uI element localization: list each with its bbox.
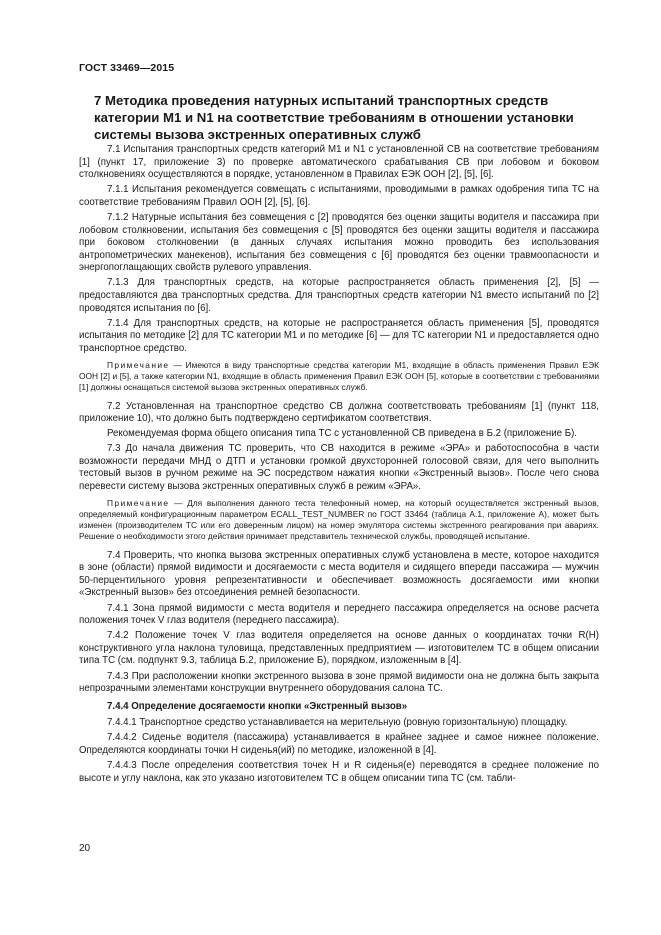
paragraph-7-3: 7.3 До начала движения ТС проверить, что СВ находится в режиме «ЭРА» и работоспособна в части возможности передачи МНД о ДТП и установки громкой двухсторонней голосовой связи, для чего выполнить тестовый вызов в ручном режиме на ЭС посредством нажатия кнопки «Экстренный вызов». После чего снова перевести систему вызова экстренных оперативных служб в режим «ЭРА». (79, 443, 599, 493)
note-1-label: Примечание (107, 359, 170, 370)
section-body (79, 144, 599, 788)
paragraph-7-4-4-1: 7.4.4.1 Транспортное средство устанавливается на мерительную (ровную горизонтальную) площадку. (107, 717, 568, 729)
note-1-text: — Имеются в виду транспортные средства категории M1, входящие в область применения Правил ЕЭК ООН [2] и [5], а также категории N1, входящие в область применения Правил ЕЭК ООН [5], которые в соответствии с требованиями [1] должны оснащаться системой вызова экстренных оперативных служб. (79, 359, 599, 392)
paragraph-7-4-1: 7.4.1 Зона прямой видимости с места водителя и переднего пассажира определяется на основе расчета положения точек V глаз водителя (переднего пассажира). (79, 602, 599, 627)
paragraph-7-2: 7.2 Установленная на транспортное средство СВ должна соответствовать требованиям [1] (пункт 118, приложение 10), что должно быть подтверждено сертификатом соответствия. (79, 400, 599, 425)
paragraph-7-1-2: 7.1.2 Натурные испытания без совмещения с [2] проводятся без оценки защиты водителя и пассажира при лобовом столкновении, испытания без совмещения с [5] проводятся без оценки защиты водителя и пассажира при боковом столкновении (в данных случаях испытания можно проводить без использования антропометрических манекенов), испытания без совмещения с [6] проводятся без оценки травмоопасности и энергопоглащающих свойств рулевого управления. (79, 211, 599, 274)
paragraph-7-1-3: 7.1.3 Для транспортных средств, на которые распространяется область применения [2], [5] — предоставляются два транспортных средства. Для транспортных средств категории N1 вместо испытаний по [2] проводятся испытания по [6]. (79, 277, 599, 314)
paragraph-7-1: 7.1 Испытания транспортных средств категорий M1 и N1 с установленной СВ на соответствие требованиям [1] (пункт 17, приложение 3) по проверке автоматического срабатывания СВ при лобовом и боковом столкновениях осуществляются в порядке, установленном в Правилах ЕЭК ООН [2], [5], [6]. (79, 144, 599, 181)
note-1 (79, 360, 599, 393)
paragraph-7-1-4: 7.1.4 Для транспортных средств, на которые не распространяется область применения [5], проводятся испытания по методике [2] для ТС категории M1 и по методике [6] — для ТС категории N1 и предоставляется одно транспортное средство. (79, 317, 599, 354)
note-2-label: Примечание (107, 497, 170, 508)
paragraph-7-4-2: 7.4.2 Положение точек V глаз водителя определяется на основе данных о координатах точки R(H) конструктивного угла наклона туловища, представленных предприятием — изготовителем ТС в общем описании типа ТС (см. подпункт 9.3, таблица Б.2, приложение Б), порядком, изложенным в [4]. (79, 630, 599, 667)
page-number: 20 (79, 843, 91, 854)
document-header: ГОСТ 33469—2015 (79, 62, 175, 74)
paragraph-7-1-1: 7.1.1 Испытания рекомендуется совмещать с испытаниями, проводимыми в рамках одобрения типа ТС на соответствие требованиям Правил ООН [2], [5], [6]. (79, 184, 599, 208)
note-2-text: — Для выполнения данного теста телефонный номер, на который осуществляется экстренный вызов, определяемый конфигурационным параметром ECALL_TEST_NUMBER по ГОСТ 33464 (таблица А.1, приложение А), может быть изменен (производителем ТС или его доверенным лицом) на номер эмулятора системы экстренного реагирования при авариях. Решение о необходимости этого действия принимает представитель технической службы, проводящей испытание. (79, 497, 599, 541)
paragraph-7-4: 7.4 Проверить, что кнопка вызова экстренных оперативных служб установлена в месте, которое находится в зоне (области) прямой видимости и досягаемости с места водителя и сидящего впереди пассажира — мужчин 50-перцентильного уровня репрезентативности и обеспечивает возможность досягаемости ими кнопки «Экстренный вызов» без отсоединения ремней безопасности. (79, 549, 599, 599)
paragraph-7-4-4-2: 7.4.4.2 Сиденье водителя (пассажира) устанавливается в крайнее заднее и самое нижнее положение. Определяются координаты точки H сиденья(ий) по методике, изложенной в [4]. (79, 732, 599, 756)
paragraph-7-4-3: 7.4.3 При расположении кнопки экстренного вызова в зоне прямой видимости она не должна быть закрыта непрозрачными элементами конструкции внутреннего оборудования салона ТС. (79, 670, 599, 695)
section-title: 7 Методика проведения натурных испытаний транспортных средств категории M1 и N1 на соответствие требованиям в отношении установки системы вызова экстренных оперативных служб (94, 93, 574, 142)
note-2 (79, 498, 599, 542)
paragraph-7-4-4-3: 7.4.4.3 После определения соответствия точек H и R сиденья(е) переводятся в среднее положение по высоте и углу наклона, как это указано изготовителем ТС в общем описании типа ТС (см. табли- (79, 760, 599, 784)
paragraph-7-2-recommendation: Рекомендуемая форма общего описания типа ТС с установленной СВ приведена в Б.2 (приложение Б). (107, 428, 577, 440)
subsection-heading-7-4-4: 7.4.4 Определение досягаемости кнопки «Экстренный вызов» (107, 700, 408, 712)
